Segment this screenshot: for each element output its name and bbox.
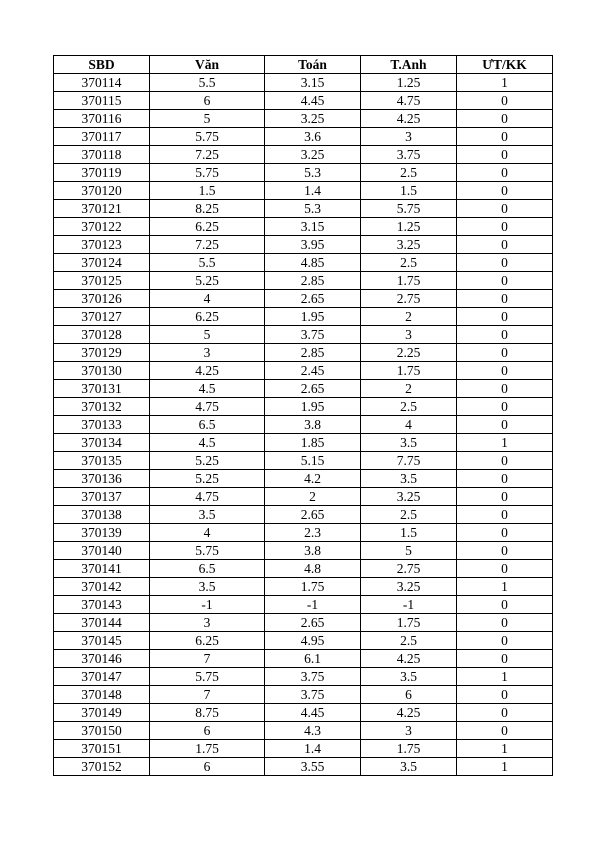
cell-tanh: 1.75: [361, 614, 457, 632]
cell-toan: 4.3: [265, 722, 361, 740]
cell-ut-kk: 0: [457, 110, 553, 128]
cell-tanh: 1.25: [361, 74, 457, 92]
cell-toan: 2.45: [265, 362, 361, 380]
cell-tanh: 3.5: [361, 434, 457, 452]
table-row: [54, 146, 553, 164]
cell-sbd: 370145: [54, 632, 150, 650]
cell-toan: 4.85: [265, 254, 361, 272]
cell-sbd: 370118: [54, 146, 150, 164]
cell-sbd: 370126: [54, 290, 150, 308]
table-row: [54, 722, 553, 740]
cell-tanh: 2: [361, 380, 457, 398]
cell-ut-kk: 0: [457, 686, 553, 704]
cell-ut-kk: 0: [457, 182, 553, 200]
cell-van: 7.25: [150, 236, 265, 254]
cell-tanh: 2.5: [361, 506, 457, 524]
cell-sbd: 370131: [54, 380, 150, 398]
cell-ut-kk: 0: [457, 722, 553, 740]
cell-sbd: 370147: [54, 668, 150, 686]
cell-toan: 4.8: [265, 560, 361, 578]
cell-tanh: 2.5: [361, 164, 457, 182]
table-row: [54, 524, 553, 542]
cell-sbd: 370117: [54, 128, 150, 146]
table-row: [54, 344, 553, 362]
cell-van: 8.75: [150, 704, 265, 722]
table-row: [54, 254, 553, 272]
cell-toan: 3.75: [265, 686, 361, 704]
cell-toan: 3.75: [265, 668, 361, 686]
table-row: [54, 740, 553, 758]
cell-toan: 4.45: [265, 92, 361, 110]
cell-ut-kk: 0: [457, 146, 553, 164]
cell-ut-kk: 0: [457, 290, 553, 308]
cell-toan: 2: [265, 488, 361, 506]
cell-van: 7: [150, 650, 265, 668]
cell-van: 5.75: [150, 542, 265, 560]
cell-van: 1.75: [150, 740, 265, 758]
cell-toan: 6.1: [265, 650, 361, 668]
cell-toan: 2.65: [265, 506, 361, 524]
cell-tanh: 4.75: [361, 92, 457, 110]
cell-tanh: -1: [361, 596, 457, 614]
cell-toan: 3.75: [265, 326, 361, 344]
cell-tanh: 3.75: [361, 146, 457, 164]
table-body: [54, 74, 553, 776]
header-toan: Toán: [265, 56, 361, 74]
cell-sbd: 370129: [54, 344, 150, 362]
cell-van: 5.5: [150, 254, 265, 272]
cell-toan: 2.85: [265, 344, 361, 362]
cell-toan: 3.8: [265, 542, 361, 560]
cell-ut-kk: 0: [457, 452, 553, 470]
cell-van: 3: [150, 614, 265, 632]
cell-van: 3.5: [150, 578, 265, 596]
cell-van: 3.5: [150, 506, 265, 524]
cell-van: 6: [150, 92, 265, 110]
cell-ut-kk: 0: [457, 506, 553, 524]
cell-ut-kk: 1: [457, 668, 553, 686]
cell-tanh: 4: [361, 416, 457, 434]
cell-toan: 5.3: [265, 164, 361, 182]
cell-van: 5.75: [150, 128, 265, 146]
cell-sbd: 370143: [54, 596, 150, 614]
table-row: [54, 632, 553, 650]
cell-tanh: 1.75: [361, 740, 457, 758]
cell-van: 5.25: [150, 470, 265, 488]
cell-ut-kk: 0: [457, 308, 553, 326]
cell-tanh: 4.25: [361, 110, 457, 128]
cell-toan: 4.2: [265, 470, 361, 488]
cell-ut-kk: 0: [457, 560, 553, 578]
cell-tanh: 3.25: [361, 578, 457, 596]
table-row: [54, 164, 553, 182]
cell-van: 5: [150, 326, 265, 344]
cell-sbd: 370130: [54, 362, 150, 380]
cell-sbd: 370135: [54, 452, 150, 470]
table-row: [54, 236, 553, 254]
table-row: [54, 578, 553, 596]
cell-ut-kk: 0: [457, 470, 553, 488]
cell-toan: 2.65: [265, 380, 361, 398]
cell-sbd: 370121: [54, 200, 150, 218]
table-row: [54, 398, 553, 416]
cell-sbd: 370146: [54, 650, 150, 668]
cell-tanh: 1.5: [361, 182, 457, 200]
cell-ut-kk: 0: [457, 614, 553, 632]
cell-sbd: 370132: [54, 398, 150, 416]
cell-tanh: 3.5: [361, 470, 457, 488]
table-header: [54, 56, 553, 74]
cell-tanh: 3: [361, 128, 457, 146]
header-ut-kk: ƯT/KK: [457, 56, 553, 74]
cell-van: 4: [150, 290, 265, 308]
table-row: [54, 650, 553, 668]
cell-van: 5.5: [150, 74, 265, 92]
cell-ut-kk: 0: [457, 704, 553, 722]
cell-tanh: 1.75: [361, 362, 457, 380]
cell-van: -1: [150, 596, 265, 614]
cell-ut-kk: 0: [457, 542, 553, 560]
cell-tanh: 4.25: [361, 704, 457, 722]
cell-tanh: 6: [361, 686, 457, 704]
cell-toan: 1.4: [265, 740, 361, 758]
cell-ut-kk: 0: [457, 326, 553, 344]
cell-toan: 3.8: [265, 416, 361, 434]
table-row: [54, 362, 553, 380]
table-row: [54, 380, 553, 398]
cell-ut-kk: 0: [457, 254, 553, 272]
cell-tanh: 2.75: [361, 560, 457, 578]
cell-sbd: 370151: [54, 740, 150, 758]
cell-sbd: 370142: [54, 578, 150, 596]
cell-tanh: 3: [361, 326, 457, 344]
cell-tanh: 5: [361, 542, 457, 560]
table-row: [54, 272, 553, 290]
table-row: [54, 434, 553, 452]
cell-sbd: 370137: [54, 488, 150, 506]
cell-van: 6: [150, 758, 265, 776]
cell-ut-kk: 1: [457, 758, 553, 776]
table-row: [54, 668, 553, 686]
cell-ut-kk: 0: [457, 632, 553, 650]
cell-tanh: 2.75: [361, 290, 457, 308]
cell-ut-kk: 0: [457, 398, 553, 416]
cell-ut-kk: 1: [457, 578, 553, 596]
cell-toan: 1.95: [265, 308, 361, 326]
cell-toan: 3.15: [265, 74, 361, 92]
cell-sbd: 370115: [54, 92, 150, 110]
cell-ut-kk: 0: [457, 272, 553, 290]
cell-van: 5.75: [150, 164, 265, 182]
cell-toan: 3.15: [265, 218, 361, 236]
cell-sbd: 370139: [54, 524, 150, 542]
cell-van: 5.75: [150, 668, 265, 686]
cell-ut-kk: 0: [457, 200, 553, 218]
table-row: [54, 308, 553, 326]
cell-tanh: 5.75: [361, 200, 457, 218]
cell-toan: 1.95: [265, 398, 361, 416]
table-row: [54, 452, 553, 470]
table-row: [54, 182, 553, 200]
cell-tanh: 2.5: [361, 398, 457, 416]
cell-tanh: 3.25: [361, 236, 457, 254]
cell-ut-kk: 1: [457, 434, 553, 452]
cell-sbd: 370150: [54, 722, 150, 740]
table-row: [54, 290, 553, 308]
cell-van: 6.25: [150, 218, 265, 236]
cell-toan: 3.25: [265, 110, 361, 128]
cell-sbd: 370128: [54, 326, 150, 344]
cell-toan: 2.3: [265, 524, 361, 542]
cell-tanh: 1.75: [361, 272, 457, 290]
header-tanh: T.Anh: [361, 56, 457, 74]
cell-toan: 3.6: [265, 128, 361, 146]
table-row: [54, 614, 553, 632]
table-row: [54, 686, 553, 704]
header-sbd: SBD: [54, 56, 150, 74]
cell-toan: 2.65: [265, 614, 361, 632]
cell-ut-kk: 1: [457, 74, 553, 92]
cell-tanh: 3: [361, 722, 457, 740]
cell-sbd: 370125: [54, 272, 150, 290]
table-row: [54, 560, 553, 578]
cell-ut-kk: 0: [457, 164, 553, 182]
cell-sbd: 370122: [54, 218, 150, 236]
cell-van: 4: [150, 524, 265, 542]
cell-van: 4.5: [150, 380, 265, 398]
cell-ut-kk: 1: [457, 740, 553, 758]
cell-ut-kk: 0: [457, 596, 553, 614]
table-row: [54, 110, 553, 128]
table-row: [54, 218, 553, 236]
cell-sbd: 370140: [54, 542, 150, 560]
table-row: [54, 92, 553, 110]
cell-toan: 4.45: [265, 704, 361, 722]
cell-tanh: 2.5: [361, 254, 457, 272]
cell-sbd: 370149: [54, 704, 150, 722]
header-row: [54, 56, 553, 74]
cell-sbd: 370116: [54, 110, 150, 128]
cell-sbd: 370119: [54, 164, 150, 182]
table-row: [54, 488, 553, 506]
cell-van: 8.25: [150, 200, 265, 218]
cell-tanh: 7.75: [361, 452, 457, 470]
table-row: [54, 704, 553, 722]
cell-ut-kk: 0: [457, 650, 553, 668]
cell-sbd: 370114: [54, 74, 150, 92]
cell-van: 7.25: [150, 146, 265, 164]
table-row: [54, 74, 553, 92]
cell-van: 6.5: [150, 416, 265, 434]
table-row: [54, 506, 553, 524]
cell-toan: 5.15: [265, 452, 361, 470]
cell-toan: -1: [265, 596, 361, 614]
table-row: [54, 758, 553, 776]
cell-van: 5.25: [150, 272, 265, 290]
cell-ut-kk: 0: [457, 92, 553, 110]
cell-sbd: 370133: [54, 416, 150, 434]
cell-ut-kk: 0: [457, 488, 553, 506]
cell-toan: 4.95: [265, 632, 361, 650]
cell-van: 7: [150, 686, 265, 704]
cell-ut-kk: 0: [457, 236, 553, 254]
cell-ut-kk: 0: [457, 380, 553, 398]
cell-van: 4.5: [150, 434, 265, 452]
table-row: [54, 596, 553, 614]
cell-van: 4.75: [150, 398, 265, 416]
table-row: [54, 470, 553, 488]
cell-ut-kk: 0: [457, 128, 553, 146]
cell-ut-kk: 0: [457, 344, 553, 362]
cell-tanh: 3.25: [361, 488, 457, 506]
cell-ut-kk: 0: [457, 218, 553, 236]
header-van: Văn: [150, 56, 265, 74]
cell-van: 5: [150, 110, 265, 128]
cell-van: 4.75: [150, 488, 265, 506]
cell-toan: 2.85: [265, 272, 361, 290]
cell-sbd: 370138: [54, 506, 150, 524]
table-row: [54, 200, 553, 218]
cell-van: 5.25: [150, 452, 265, 470]
cell-ut-kk: 0: [457, 416, 553, 434]
cell-tanh: 2.5: [361, 632, 457, 650]
cell-sbd: 370127: [54, 308, 150, 326]
cell-tanh: 1.25: [361, 218, 457, 236]
cell-tanh: 4.25: [361, 650, 457, 668]
cell-tanh: 1.5: [361, 524, 457, 542]
cell-toan: 3.95: [265, 236, 361, 254]
table-row: [54, 128, 553, 146]
cell-sbd: 370141: [54, 560, 150, 578]
table-row: [54, 326, 553, 344]
cell-sbd: 370120: [54, 182, 150, 200]
cell-van: 6.25: [150, 632, 265, 650]
cell-sbd: 370123: [54, 236, 150, 254]
cell-van: 1.5: [150, 182, 265, 200]
table-row: [54, 542, 553, 560]
cell-tanh: 3.5: [361, 758, 457, 776]
cell-toan: 3.55: [265, 758, 361, 776]
cell-sbd: 370144: [54, 614, 150, 632]
table-row: [54, 416, 553, 434]
cell-toan: 1.85: [265, 434, 361, 452]
cell-sbd: 370148: [54, 686, 150, 704]
cell-van: 4.25: [150, 362, 265, 380]
cell-van: 6.25: [150, 308, 265, 326]
cell-toan: 1.75: [265, 578, 361, 596]
cell-ut-kk: 0: [457, 362, 553, 380]
cell-van: 3: [150, 344, 265, 362]
score-table: [53, 55, 553, 776]
cell-toan: 2.65: [265, 290, 361, 308]
cell-ut-kk: 0: [457, 524, 553, 542]
cell-van: 6: [150, 722, 265, 740]
cell-tanh: 2.25: [361, 344, 457, 362]
cell-sbd: 370136: [54, 470, 150, 488]
cell-toan: 5.3: [265, 200, 361, 218]
cell-sbd: 370124: [54, 254, 150, 272]
cell-van: 6.5: [150, 560, 265, 578]
cell-toan: 3.25: [265, 146, 361, 164]
cell-tanh: 3.5: [361, 668, 457, 686]
cell-sbd: 370152: [54, 758, 150, 776]
cell-tanh: 2: [361, 308, 457, 326]
cell-sbd: 370134: [54, 434, 150, 452]
cell-toan: 1.4: [265, 182, 361, 200]
